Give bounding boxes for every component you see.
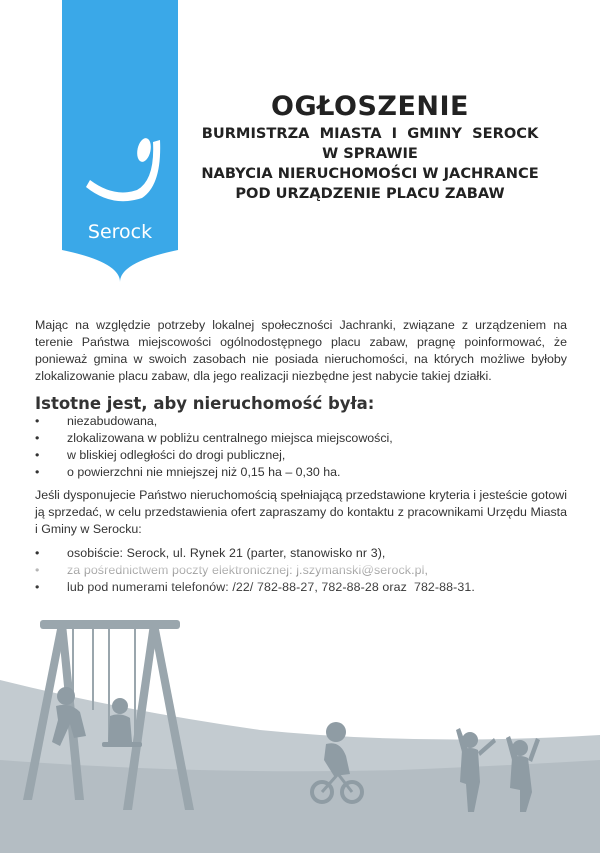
page-title: OGŁOSZENIE <box>271 91 469 122</box>
conditions-title: Istotne jest, aby nieruchomość była: <box>35 394 375 413</box>
heading-line-1: BURMISTRZA MIASTA I GMINY SEROCK <box>201 125 539 142</box>
list-item: • w bliskiej odległości do drogi publicznej, <box>35 447 575 464</box>
announcement-heading <box>190 90 550 204</box>
playground-illustration <box>0 560 600 853</box>
intro-paragraph: Mając na względzie potrzeby lokalnej społeczności Jachranki, związane z urządzeniem na terenie Państwa miejscowości ogólnodostępnego placu zabaw, pragnę poinformować, że ponieważ gmina w swoich zasobach nie posiada nieruchomości, na których możliwe byłoby zlokalizowanie placu zabaw, dla jego realizacji niezbędne jest nabycie takiej działki. <box>35 318 567 383</box>
list-item: • zlokalizowana w pobliżu centralnego miejsca miejscowości, <box>35 430 575 447</box>
heading-line-2: W SPRAWIE <box>322 145 418 162</box>
serock-logo-banner <box>62 0 178 282</box>
heading-line-3: NABYCIA NIERUCHOMOŚCI W JACHRANCE <box>201 165 539 182</box>
list-item: • niezabudowana, <box>35 413 575 430</box>
conditions-list <box>35 413 575 481</box>
contact-item: • osobiście: Serock, ul. Rynek 21 (parter, stanowisko nr 3), <box>35 545 575 562</box>
list-item: • o powierzchni nie mniejszej niż 0,15 ha – 0,30 ha. <box>35 464 575 481</box>
heading-line-4: POD URZĄDZENIE PLACU ZABAW <box>235 185 505 202</box>
logo-brand-text: Serock <box>87 221 153 243</box>
offer-paragraph: Jeśli dysponujecie Państwo nieruchomością spełniającą przedstawione kryteria i jesteście gotowi ją sprzedać, w celu przedstawienia ofert zapraszamy do kontaktu z pracownikami Urzędu Miasta i Gminy w Serocku: <box>35 488 567 536</box>
